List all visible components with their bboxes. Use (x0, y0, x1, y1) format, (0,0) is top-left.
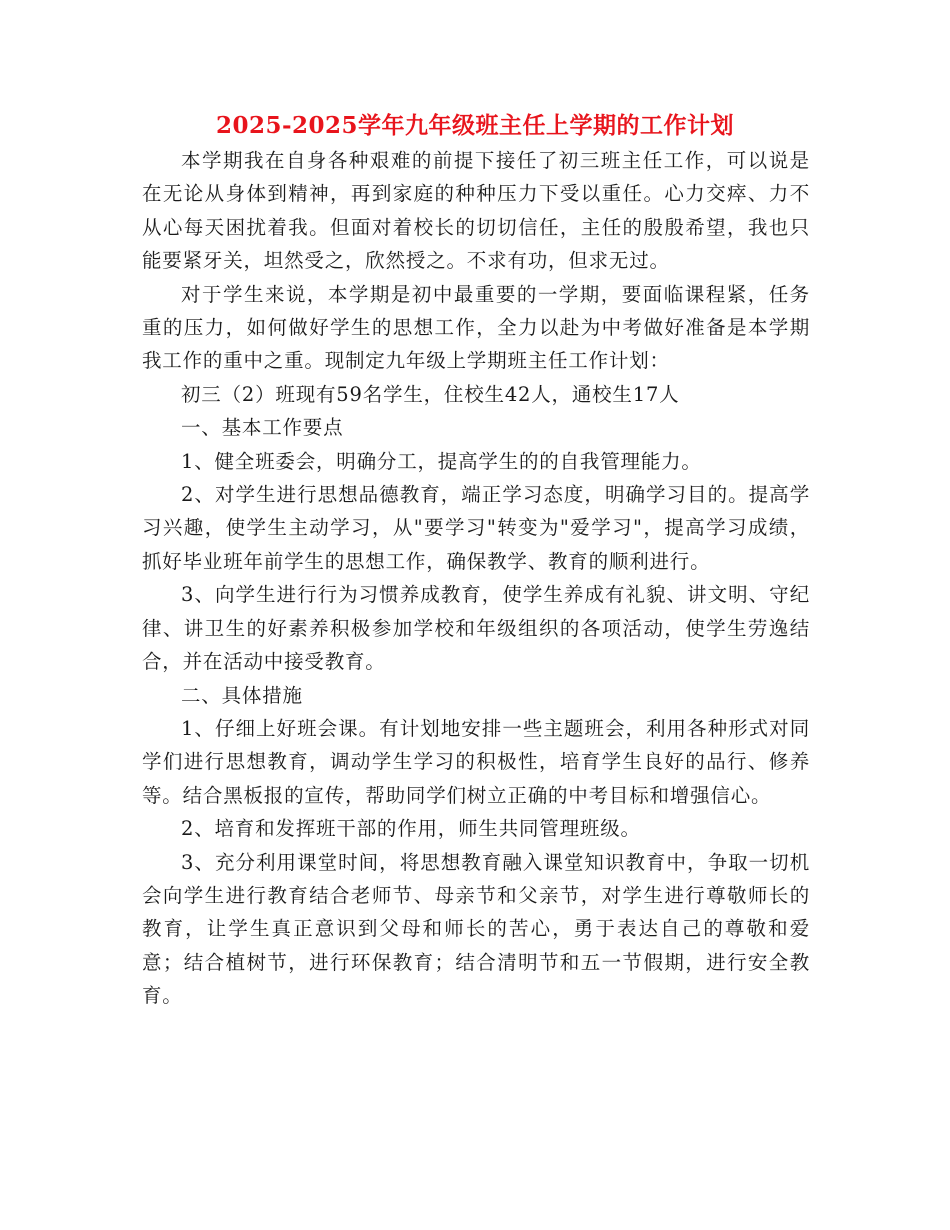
paragraph-context: 对于学生来说，本学期是初中最重要的一学期，要面临课程紧，任务重的压力，如何做好学生的思想工作，全力以赴为中考做好准备是本学期我工作的重中之重。现制定九年级上学期班主任工作计划： (142, 282, 810, 373)
document-title: 2025-2025学年九年级班主任上学期的工作计划 (215, 112, 735, 139)
paragraph-measure-2: 2、培育和发挥班干部的作用，师生共同管理班级。 (181, 817, 641, 841)
paragraph-point-2: 2、对学生进行思想品德教育，端正学习态度，明确学习目的。提高学习兴趣，使学生主动学习，从"要学习"转变为"爱学习"，提高学习成绩，抓好毕业班年前学生的思想工作，确保教学、教育的顺利进行。 (142, 483, 810, 573)
section-heading-measures: 二、具体措施 (181, 683, 303, 707)
paragraph-measure-1: 1、仔细上好班会课。有计划地安排一些主题班会，利用各种形式对同学们进行思想教育，调动学生学习的积极性，培育学生良好的品行、修养等。结合黑板报的宣传，帮助同学们树立正确的中考目标和增强信心。 (142, 716, 810, 807)
paragraph-class-info: 初三（2）班现有59名学生，住校生42人，通校生17人 (181, 382, 680, 406)
section-heading-basic-points: 一、基本工作要点 (181, 416, 344, 440)
paragraph-point-3: 3、向学生进行行为习惯养成教育，使学生养成有礼貌、讲文明、守纪律、讲卫生的好素养积极参加学校和年级组织的各项活动，使学生劳逸结合，并在活动中接受教育。 (142, 583, 810, 674)
paragraph-measure-3: 3、充分利用课堂时间，将思想教育融入课堂知识教育中，争取一切机会向学生进行教育结合老师节、母亲节和父亲节，对学生进行尊敬师长的教育，让学生真正意识到父母和师长的苦心，勇于表达自己的尊敬和爱意；结合植树节，进行环保教育；结合清明节和五一节假期，进行安全教育。 (142, 850, 810, 1008)
paragraph-point-1: 1、健全班委会，明确分工，提高学生的的自我管理能力。 (181, 449, 702, 473)
paragraph-intro: 本学期我在自身各种艰难的前提下接任了初三班主任工作，可以说是在无论从身体到精神，再到家庭的种种压力下受以重任。心力交瘁、力不从心每天困扰着我。但面对着校长的切切信任，主任的殷殷希望，我也只能要紧牙关，坦然受之，欣然授之。不求有功，但求无过。 (142, 149, 810, 273)
document-body (142, 144, 810, 1013)
